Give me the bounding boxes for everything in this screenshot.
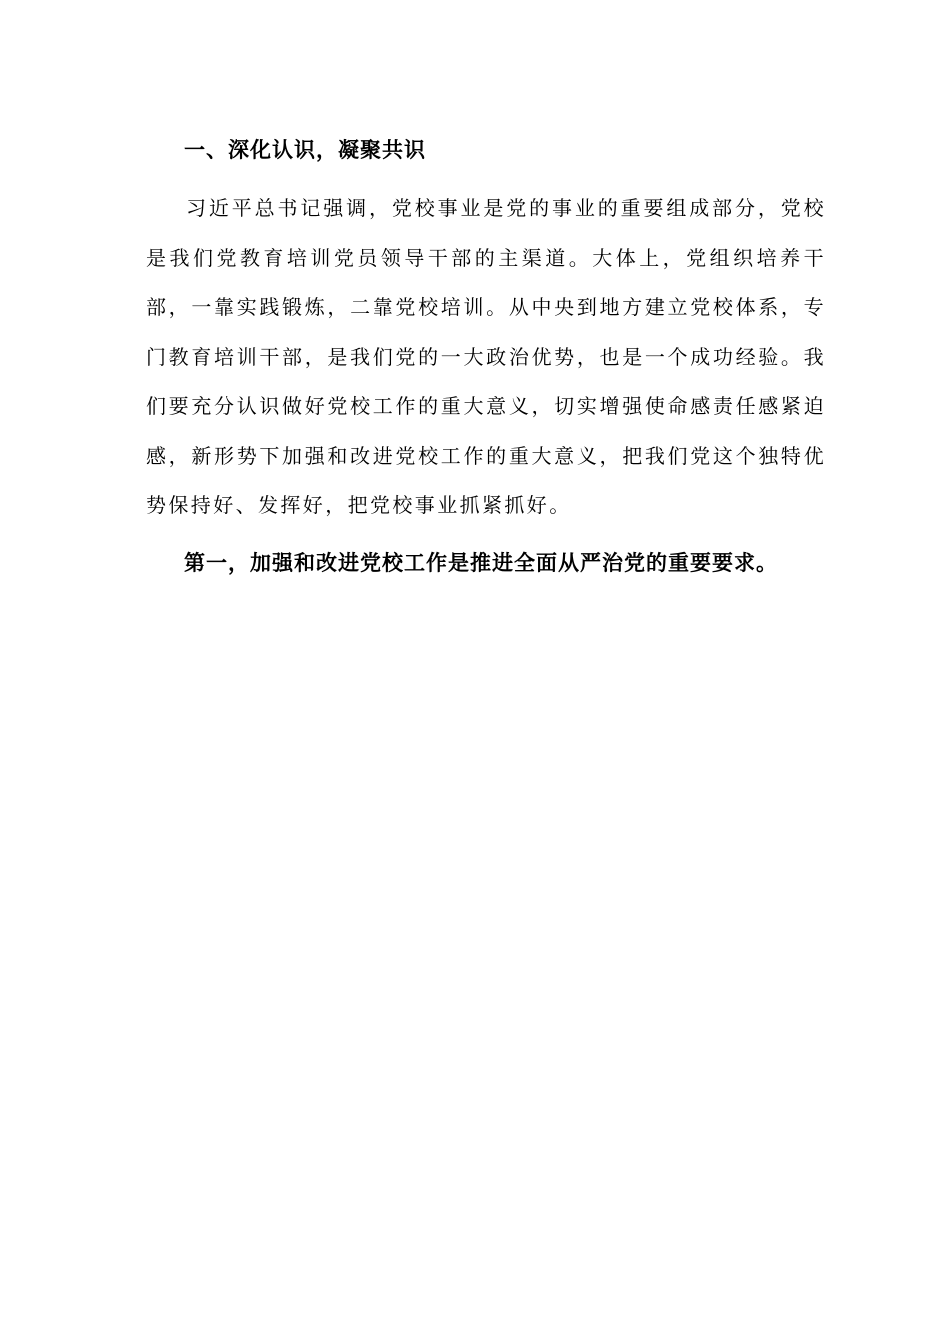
document-content [146,130,826,583]
sub-heading: 第一，加强和改进党校工作是推进全面从严治党的重要要求。 [184,549,778,575]
section-heading: 一、深化认识，凝聚共识 [184,137,426,162]
body-paragraph: 习近平总书记强调，党校事业是党的事业的重要组成部分，党校是我们党教育培训党员领导干部的主渠道。大体上，党组织培养干部，一靠实践锻炼，二靠党校培训。从中央到地方建立党校体系，专门教育培训干部，是我们党的一大政治优势，也是一个成功经验。我们要充分认识做好党校工作的重大意义，切实增强使命感责任感紧迫感，新形势下加强和改进党校工作的重大意义，把我们党这个独特优势保持好、发挥好，把党校事业抓紧抓好。 [146,196,826,517]
